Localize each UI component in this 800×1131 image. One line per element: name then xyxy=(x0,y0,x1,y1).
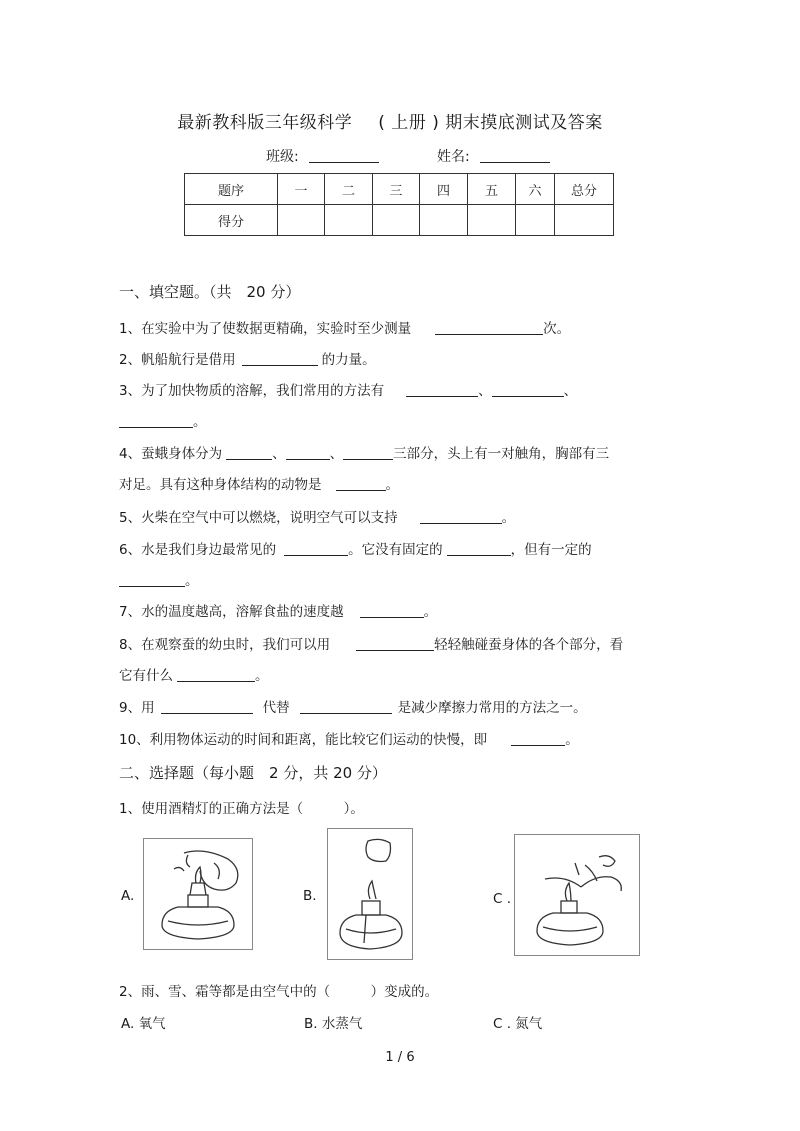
option-a-image[interactable] xyxy=(143,838,253,950)
question-3-cont: 。 xyxy=(119,410,207,430)
option-b-label[interactable]: B. xyxy=(303,888,317,904)
question-8-cont: 它有什么 。 xyxy=(119,668,269,684)
option-b-water-vapor[interactable]: B. 水蒸气 xyxy=(304,1016,363,1032)
option-b-image[interactable] xyxy=(327,828,413,960)
score-cell[interactable] xyxy=(468,205,516,236)
option-c-image[interactable] xyxy=(514,834,640,956)
answer-blank[interactable] xyxy=(286,445,330,460)
class-label: 班级: xyxy=(266,149,299,165)
name-blank[interactable] xyxy=(480,148,550,163)
score-table-score-row xyxy=(185,205,614,236)
title-part1: 最新教科版三年级科学 xyxy=(177,113,353,133)
alcohol-lamp-lit-with-match-icon xyxy=(515,835,639,955)
question-5: 5、火柴在空气中可以燃烧，说明空气可以支持 。 xyxy=(119,510,516,526)
answer-blank[interactable] xyxy=(177,667,255,682)
score-table-header-row xyxy=(185,174,614,205)
score-header-cell: 题序 xyxy=(185,174,278,205)
question-6: 6、水是我们身边最常见的 。它没有固定的 ，但有一定的 xyxy=(119,542,592,558)
question-4-cont: 对足。具有这种身体结构的动物是 。 xyxy=(119,477,399,493)
answer-blank[interactable] xyxy=(343,445,393,460)
score-cell[interactable] xyxy=(516,205,555,236)
option-c-label[interactable]: C . xyxy=(493,891,512,907)
alcohol-lamp-with-cap-icon xyxy=(328,829,412,959)
answer-blank[interactable] xyxy=(284,541,348,556)
section1-heading: 一、填空题。（共 20 分） xyxy=(119,283,301,301)
question-9: 9、用 代替 是减少摩擦力常用的方法之一。 xyxy=(119,700,587,716)
answer-blank[interactable] xyxy=(242,351,318,366)
score-cell[interactable] xyxy=(325,205,373,236)
answer-blank[interactable] xyxy=(119,413,193,428)
title-part2: ( 上册 ) 期末摸底测试及答案 xyxy=(378,113,603,133)
question-10: 10、利用物体运动的时间和距离，能比较它们运动的快慢，即 。 xyxy=(119,732,579,748)
score-header-cell: 五 xyxy=(468,174,516,205)
answer-blank[interactable] xyxy=(406,382,478,397)
answer-blank[interactable] xyxy=(511,731,565,746)
option-c-nitrogen[interactable]: C . 氮气 xyxy=(493,1016,543,1032)
answer-blank[interactable] xyxy=(226,445,272,460)
score-cell[interactable] xyxy=(278,205,325,236)
question-3: 3、为了加快物质的溶解，我们常用的方法有 、 、 xyxy=(119,383,578,399)
name-label: 姓名: xyxy=(437,149,470,165)
answer-blank[interactable] xyxy=(356,636,434,651)
answer-blank[interactable] xyxy=(161,699,253,714)
question-8: 8、在观察蚕的幼虫时，我们可以用 轻轻触碰蚕身体的各个部分，看 xyxy=(119,637,624,653)
question-7: 7、水的温度越高，溶解食盐的速度越 。 xyxy=(119,604,438,620)
score-header-cell: 一 xyxy=(278,174,325,205)
class-blank[interactable] xyxy=(309,148,379,163)
mc-question-1: 1、使用酒精灯的正确方法是（ ）。 xyxy=(119,801,364,817)
score-cell[interactable] xyxy=(555,205,614,236)
answer-blank[interactable] xyxy=(420,509,502,524)
answer-blank[interactable] xyxy=(360,603,424,618)
answer-blank[interactable] xyxy=(435,320,543,335)
mc-question-2: 2、雨、雪、霜等都是由空气中的（ ）变成的。 xyxy=(119,984,439,1000)
section2-heading: 二、选择题（每小题 2 分，共 20 分） xyxy=(119,764,387,782)
page-title xyxy=(0,108,780,133)
question-1: 1、在实验中为了使数据更精确，实验时至少测量 次。 xyxy=(119,321,571,337)
answer-blank[interactable] xyxy=(336,476,386,491)
answer-blank[interactable] xyxy=(492,382,564,397)
class-field xyxy=(266,146,379,166)
score-row-label: 得分 xyxy=(185,205,278,236)
score-header-cell: 二 xyxy=(325,174,373,205)
page-number: 1 / 6 xyxy=(385,1050,415,1065)
score-table xyxy=(184,173,614,236)
score-header-cell: 三 xyxy=(373,174,420,205)
score-cell[interactable] xyxy=(373,205,420,236)
answer-blank[interactable] xyxy=(300,699,392,714)
option-a-label[interactable]: A. xyxy=(121,888,135,904)
answer-blank[interactable] xyxy=(447,541,511,556)
name-field xyxy=(437,146,550,166)
question-4: 4、蚕蛾身体分为 、 、 三部分，头上有一对触角，胸部有三 xyxy=(119,446,610,462)
score-header-cell: 六 xyxy=(516,174,555,205)
question-2: 2、帆船航行是借用 的力量。 xyxy=(119,352,376,368)
answer-blank[interactable] xyxy=(119,572,185,587)
score-cell[interactable] xyxy=(420,205,468,236)
question-6-cont: 。 xyxy=(119,569,199,589)
score-header-cell: 四 xyxy=(420,174,468,205)
alcohol-lamp-lit-by-another-lamp-icon xyxy=(144,839,252,949)
score-header-cell: 总分 xyxy=(555,174,614,205)
option-a-oxygen[interactable]: A. 氧气 xyxy=(121,1016,166,1032)
